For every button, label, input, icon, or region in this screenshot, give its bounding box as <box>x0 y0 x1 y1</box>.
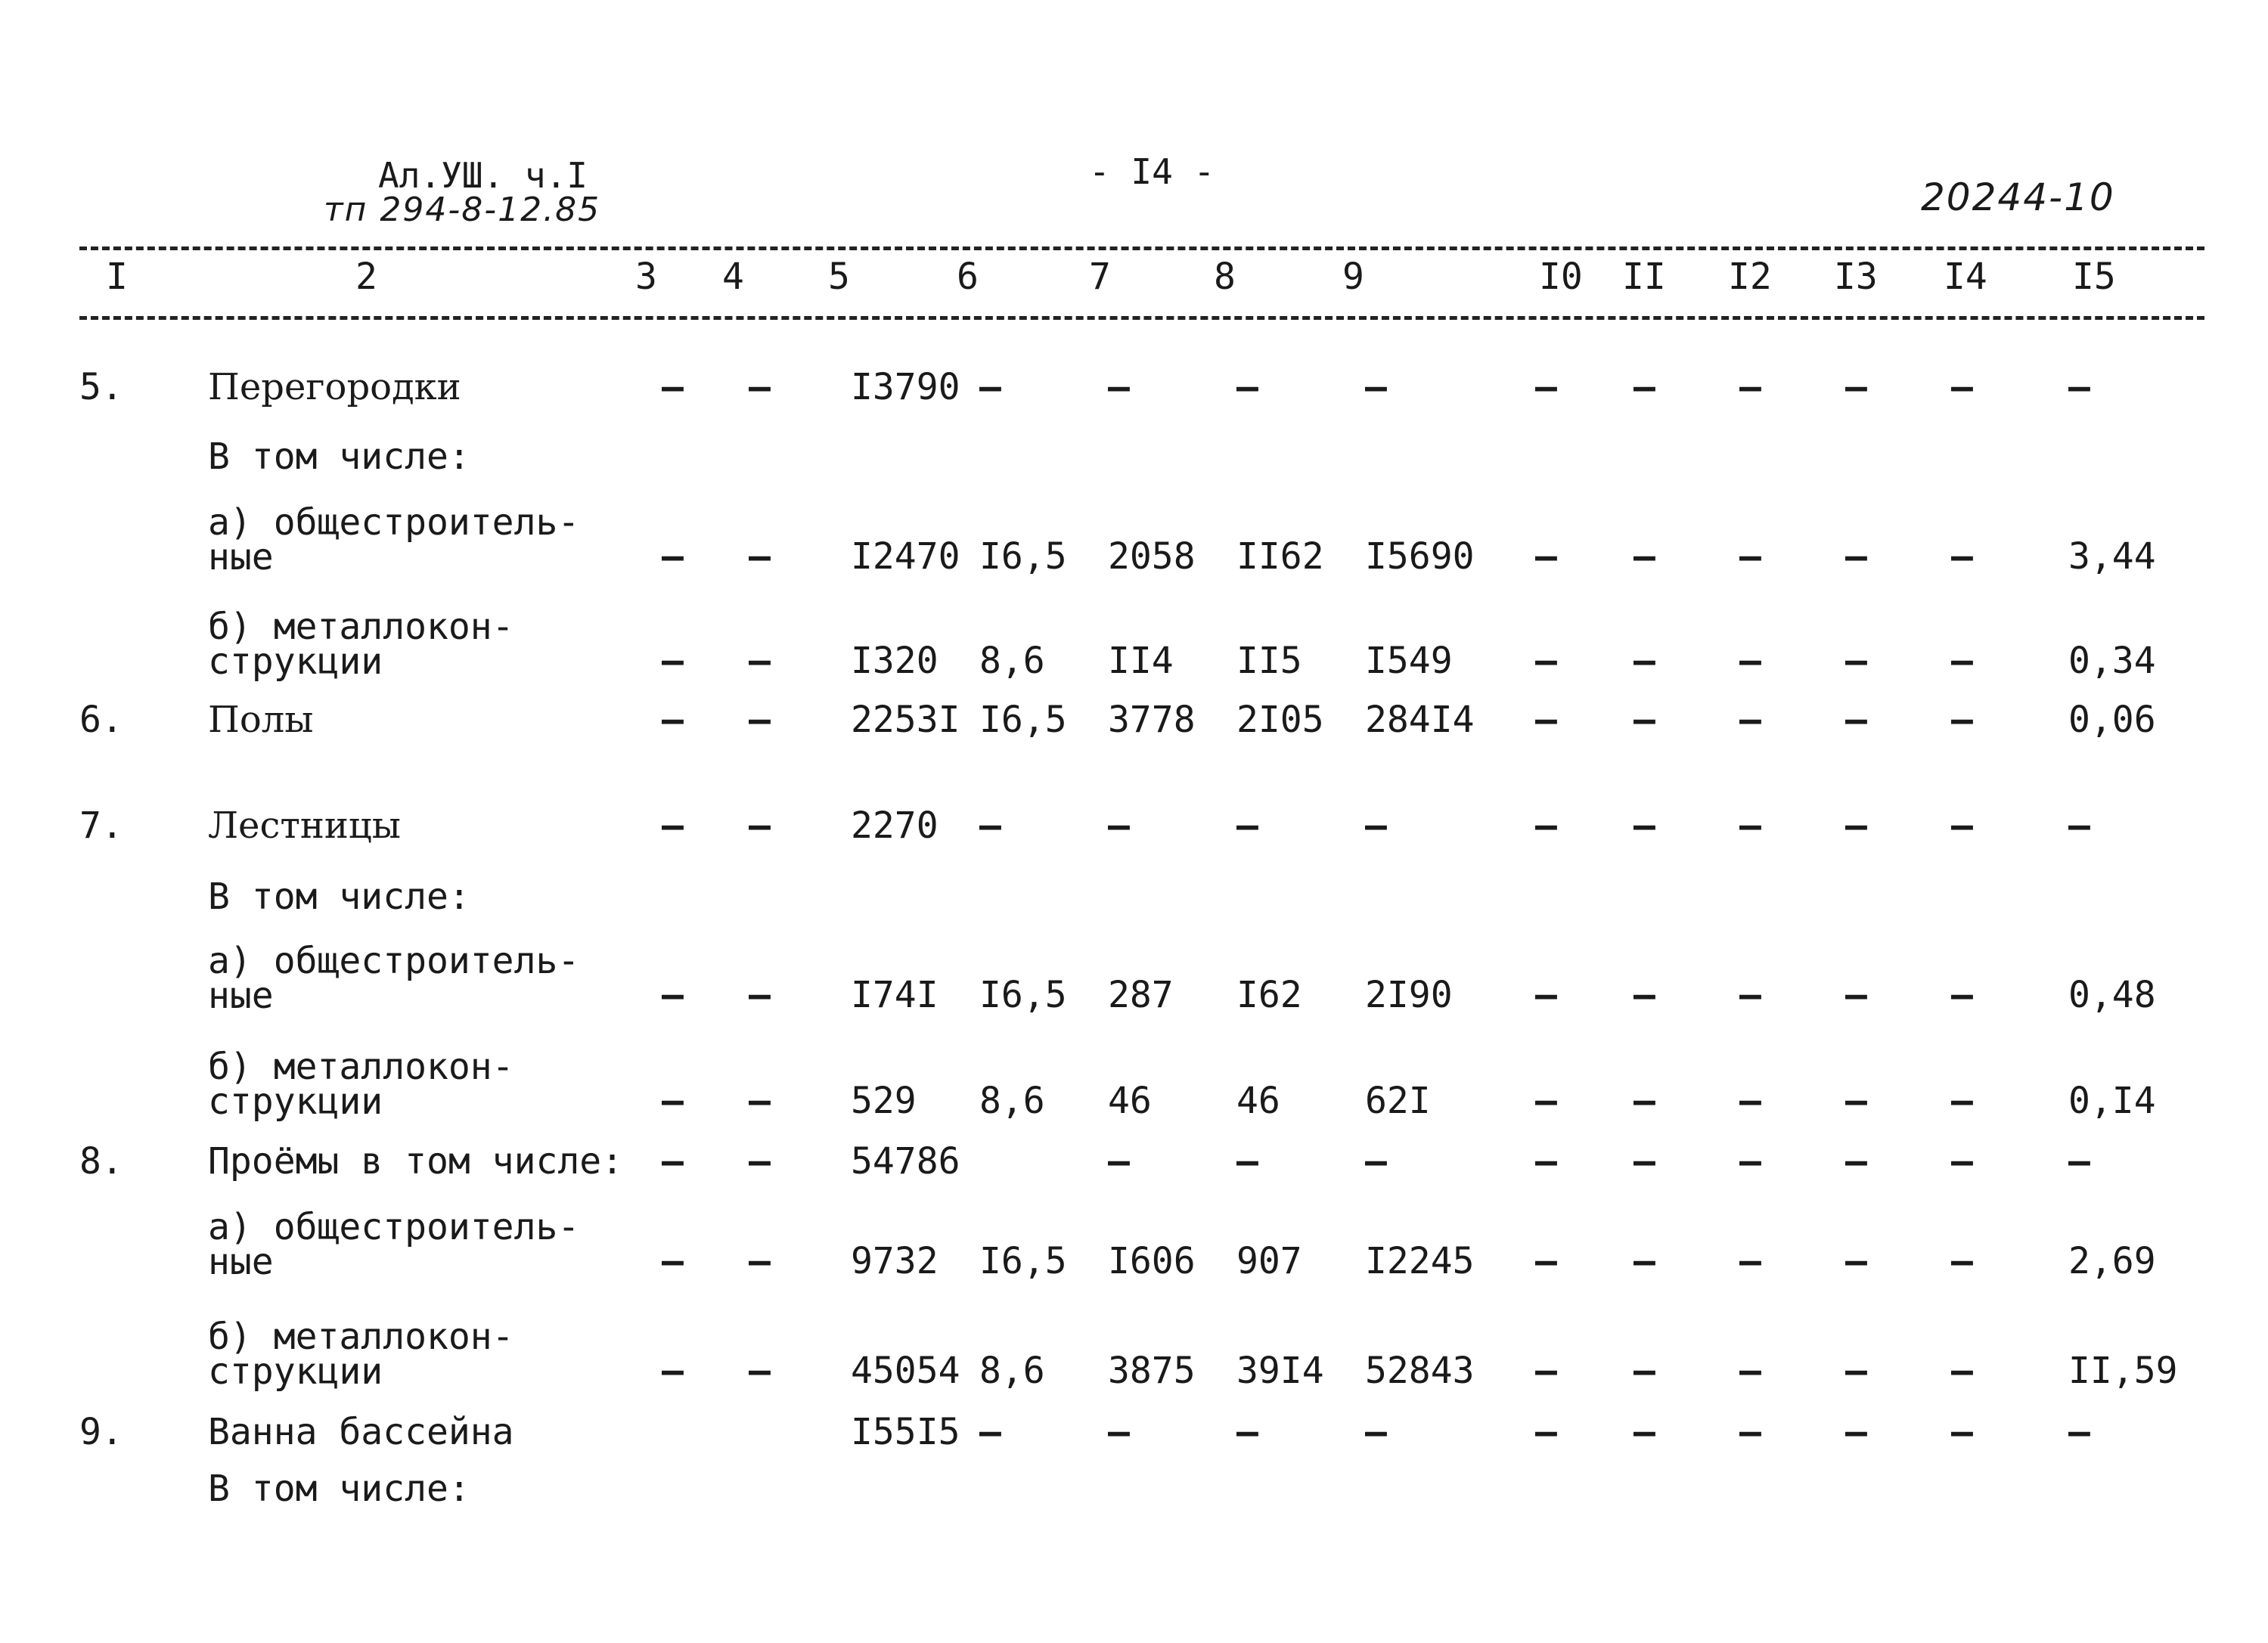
table-cell: 46 <box>1236 1080 1280 1122</box>
table-cell: – <box>1535 640 1557 682</box>
table-cell: – <box>1236 366 1258 408</box>
project-code: тп 294-8-12.85 <box>324 191 601 229</box>
table-cell: – <box>1535 535 1557 578</box>
table-cell: – <box>662 1240 684 1282</box>
table-cell: 2270 <box>851 804 939 847</box>
table-cell: – <box>749 699 771 741</box>
table-cell: – <box>1739 974 1761 1016</box>
column-header: 8 <box>1214 256 1236 298</box>
table-top-rule <box>79 246 2204 250</box>
row-number: 6. <box>79 699 123 741</box>
table-cell: – <box>1739 1411 1761 1453</box>
table-cell: – <box>1845 974 1867 1016</box>
table-cell: I3790 <box>851 366 960 408</box>
table-cell: – <box>1535 366 1557 408</box>
table-cell: 0,34 <box>2068 640 2156 682</box>
column-header: 9 <box>1342 256 1364 298</box>
table-cell: – <box>749 804 771 847</box>
table-cell: – <box>1739 1140 1761 1183</box>
table-cell: – <box>1845 1411 1867 1453</box>
row-label: В том числе: <box>208 436 470 478</box>
table-header-rule <box>79 316 2204 320</box>
table-cell: 0,I4 <box>2068 1080 2156 1122</box>
table-cell: I62 <box>1236 974 1302 1016</box>
table-cell: – <box>1951 804 1973 847</box>
table-cell: – <box>1845 535 1867 578</box>
table-cell: – <box>1951 1411 1973 1453</box>
table-cell: – <box>1535 1350 1557 1392</box>
table-cell: 0,48 <box>2068 974 2156 1016</box>
table-cell: I5690 <box>1365 535 1475 578</box>
table-cell: – <box>1535 1080 1557 1122</box>
row-label: а) общестроитель- ные <box>208 501 580 578</box>
table-cell: – <box>1365 366 1387 408</box>
row-number: 5. <box>79 366 123 408</box>
table-cell: I6,5 <box>979 535 1067 578</box>
table-cell: – <box>1739 640 1761 682</box>
table-cell: – <box>749 974 771 1016</box>
table-cell: – <box>1845 1350 1867 1392</box>
table-cell: – <box>1236 1140 1258 1183</box>
table-cell: – <box>1951 1350 1973 1392</box>
table-cell: – <box>1739 366 1761 408</box>
table-cell: 907 <box>1236 1240 1302 1282</box>
table-cell: 2I05 <box>1236 699 1324 741</box>
table-cell: I74I <box>851 974 939 1016</box>
table-cell: – <box>1108 804 1130 847</box>
table-cell: – <box>662 366 684 408</box>
table-cell: – <box>1108 1411 1130 1453</box>
table-cell: – <box>749 1350 771 1392</box>
row-label: б) металлокон- струкции <box>208 1316 514 1393</box>
row-number: 8. <box>79 1140 123 1183</box>
table-cell: – <box>1365 1140 1387 1183</box>
table-cell: – <box>1535 1411 1557 1453</box>
table-cell: – <box>1951 366 1973 408</box>
table-cell: – <box>1845 1080 1867 1122</box>
table-cell: – <box>1739 699 1761 741</box>
table-cell: 46 <box>1108 1080 1152 1122</box>
table-cell: – <box>1108 366 1130 408</box>
column-header: 3 <box>635 256 657 298</box>
table-cell: 284I4 <box>1365 699 1475 741</box>
album-reference: Ал.УШ. ч.I <box>378 155 588 196</box>
table-cell: – <box>1739 804 1761 847</box>
table-cell: – <box>662 699 684 741</box>
table-cell: – <box>1634 804 1655 847</box>
table-cell: – <box>1634 1080 1655 1122</box>
table-cell: – <box>2068 1140 2090 1183</box>
table-cell: 3,44 <box>2068 535 2156 578</box>
table-cell: – <box>749 366 771 408</box>
column-header: II <box>1622 256 1666 298</box>
table-cell: – <box>1634 1350 1655 1392</box>
table-cell: – <box>662 1080 684 1122</box>
table-cell: – <box>979 1411 1001 1453</box>
row-label: а) общестроитель- ные <box>208 940 580 1017</box>
table-cell: – <box>749 640 771 682</box>
table-cell: – <box>2068 1411 2090 1453</box>
table-cell: I6,5 <box>979 974 1067 1016</box>
column-header: I0 <box>1539 256 1583 298</box>
table-cell: – <box>1365 804 1387 847</box>
table-cell: II5 <box>1236 640 1302 682</box>
row-label: Полы <box>208 699 314 741</box>
row-label: Лестницы <box>208 804 401 847</box>
page-number: - I4 - <box>1089 151 1215 192</box>
table-cell: I2470 <box>851 535 960 578</box>
column-header: I <box>106 256 128 298</box>
table-cell: 9732 <box>851 1240 939 1282</box>
table-cell: – <box>662 640 684 682</box>
row-label: б) металлокон- струкции <box>208 606 514 683</box>
table-cell: – <box>1951 1140 1973 1183</box>
table-cell: II4 <box>1108 640 1174 682</box>
table-cell: – <box>1951 535 1973 578</box>
table-cell: – <box>979 366 1001 408</box>
table-cell: – <box>1634 1140 1655 1183</box>
table-cell: – <box>1951 699 1973 741</box>
table-cell: – <box>1535 699 1557 741</box>
table-cell: – <box>1365 1411 1387 1453</box>
row-label: а) общестроитель- ные <box>208 1206 580 1283</box>
table-cell: 62I <box>1365 1080 1431 1122</box>
table-cell: – <box>1739 1080 1761 1122</box>
table-cell: – <box>1951 974 1973 1016</box>
table-cell: – <box>1845 699 1867 741</box>
table-cell: – <box>749 1140 771 1183</box>
table-cell: – <box>1236 1411 1258 1453</box>
row-number: 9. <box>79 1411 123 1453</box>
table-cell: I320 <box>851 640 939 682</box>
table-cell: – <box>1739 1240 1761 1282</box>
table-cell: I55I5 <box>851 1411 960 1453</box>
table-cell: – <box>1535 974 1557 1016</box>
column-header: 6 <box>957 256 979 298</box>
table-cell: 8,6 <box>979 1080 1045 1122</box>
column-header: 7 <box>1089 256 1111 298</box>
table-cell: I6,5 <box>979 699 1067 741</box>
table-cell: – <box>1739 535 1761 578</box>
row-label: В том числе: <box>208 1468 470 1510</box>
table-cell: 2253I <box>851 699 960 741</box>
table-cell: 8,6 <box>979 1350 1045 1392</box>
table-cell: – <box>1634 1411 1655 1453</box>
table-cell: – <box>1634 535 1655 578</box>
table-cell: – <box>749 535 771 578</box>
table-cell: 54786 <box>851 1140 960 1183</box>
table-cell: – <box>1535 1140 1557 1183</box>
table-cell: – <box>1634 699 1655 741</box>
table-cell: – <box>1951 1240 1973 1282</box>
table-cell: I6,5 <box>979 1240 1067 1282</box>
table-cell: 0,06 <box>2068 699 2156 741</box>
table-cell: – <box>1845 1140 1867 1183</box>
table-cell: 287 <box>1108 974 1174 1016</box>
column-header: 2 <box>355 256 377 298</box>
table-cell: – <box>1951 640 1973 682</box>
table-cell: – <box>2068 366 2090 408</box>
column-header: 5 <box>828 256 850 298</box>
table-cell: – <box>1845 640 1867 682</box>
table-cell: – <box>662 974 684 1016</box>
table-cell: I606 <box>1108 1240 1196 1282</box>
table-cell: – <box>1236 804 1258 847</box>
table-cell: – <box>662 535 684 578</box>
table-cell: – <box>662 1140 684 1183</box>
table-cell: – <box>1634 640 1655 682</box>
table-cell: 2I90 <box>1365 974 1453 1016</box>
table-cell: – <box>662 804 684 847</box>
table-cell: – <box>1845 366 1867 408</box>
row-label: Проёмы в том числе: <box>208 1140 624 1183</box>
table-cell: – <box>1951 1080 1973 1122</box>
table-cell: – <box>1535 1240 1557 1282</box>
table-cell: – <box>1845 1240 1867 1282</box>
table-cell: – <box>2068 804 2090 847</box>
table-cell: II,59 <box>2068 1350 2178 1392</box>
table-cell: 3778 <box>1108 699 1196 741</box>
table-cell: 52843 <box>1365 1350 1475 1392</box>
table-cell: – <box>749 1240 771 1282</box>
table-cell: 8,6 <box>979 640 1045 682</box>
table-cell: – <box>1634 366 1655 408</box>
row-label: В том числе: <box>208 876 470 918</box>
table-cell: – <box>1108 1140 1130 1183</box>
column-header: I2 <box>1728 256 1772 298</box>
table-cell: I549 <box>1365 640 1453 682</box>
table-cell: 45054 <box>851 1350 960 1392</box>
row-label: Перегородки <box>208 366 461 408</box>
table-cell: – <box>1634 974 1655 1016</box>
table-cell: – <box>749 1080 771 1122</box>
table-cell: – <box>662 1350 684 1392</box>
column-header: 4 <box>722 256 744 298</box>
table-cell: – <box>1739 1350 1761 1392</box>
column-header: I3 <box>1834 256 1878 298</box>
table-cell: II62 <box>1236 535 1324 578</box>
table-cell: – <box>1634 1240 1655 1282</box>
row-label: б) металлокон- струкции <box>208 1046 514 1123</box>
document-number: 20244-10 <box>1921 175 2115 219</box>
column-header: I4 <box>1944 256 1987 298</box>
table-cell: – <box>979 804 1001 847</box>
table-cell: – <box>1535 804 1557 847</box>
table-cell: 529 <box>851 1080 917 1122</box>
table-cell: 2,69 <box>2068 1240 2156 1282</box>
column-header: I5 <box>2072 256 2116 298</box>
table-cell: I2245 <box>1365 1240 1475 1282</box>
row-number: 7. <box>79 804 123 847</box>
table-cell: 2058 <box>1108 535 1196 578</box>
table-cell: – <box>1845 804 1867 847</box>
row-label: Ванна бассейна <box>208 1411 514 1453</box>
table-cell: 39I4 <box>1236 1350 1324 1392</box>
table-cell: 3875 <box>1108 1350 1196 1392</box>
